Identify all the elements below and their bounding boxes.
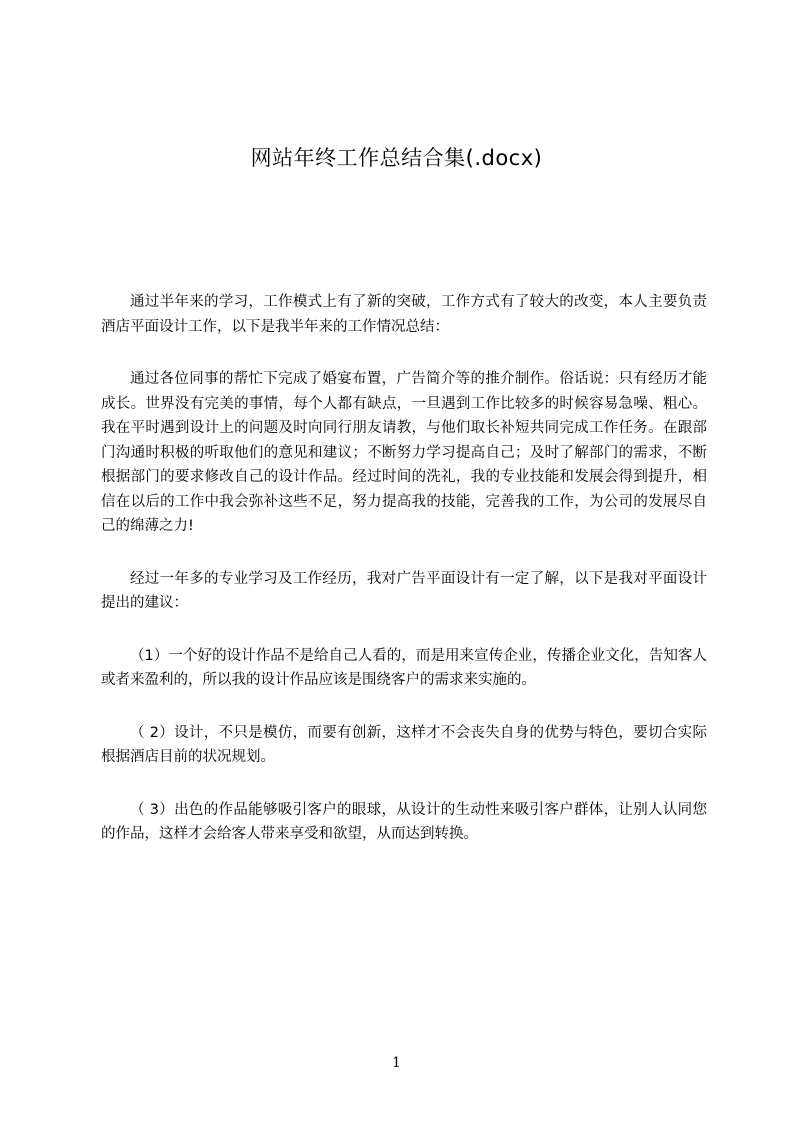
document-body [101,290,707,875]
suggestion-item-2: （ 2）设计，不只是模仿，而要有创新，这样才不会丧失自身的优势与特色，要切合实际根据酒店目前的状况规划。 [101,724,707,765]
paragraph-work-summary: 通过各位同事的帮忙下完成了婚宴布置，广告简介等的推介制作。俗话说：只有经历才能成长。世界没有完美的事情，每个人都有缺点，一旦遇到工作比较多的时候容易急噪、粗心。我在平时遇到设计上的问题及时向同行朋友请教，与他们取长补短共同完成工作任务。在跟部门沟通时积极的听取他们的意见和建议；不断努力学习提高自己；及时了解部门的需求，不断根据部门的要求修改自己的设计作品。经过时间的洗礼，我的专业技能和发展会得到提升，相信在以后的工作中我会弥补这些不足，努力提高我的技能，完善我的工作，为公司的发展尽自己的绵薄之力! [101,371,707,534]
suggestion-item-1: （1）一个好的设计作品不是给自己人看的，而是用来宣传企业，传播企业文化，告知客人或者来盈利的，所以我的设计作品应该是围绕客户的需求来实施的。 [101,647,707,688]
suggestion-item-3: （ 3）出色的作品能够吸引客户的眼球，从设计的生动性来吸引客户群体，让别人认同您的作品，这样才会给客人带来享受和欲望，从而达到转换。 [101,801,707,842]
page-number: 1 [392,1055,401,1071]
paragraph-intro: 通过半年来的学习，工作模式上有了新的突破，工作方式有了较大的改变，本人主要负责酒店平面设计工作，以下是我半年来的工作情况总结： [101,294,707,335]
paragraph-suggestions-intro: 经过一年多的专业学习及工作经历，我对广告平面设计有一定了解，以下是我对平面设计提出的建议： [101,570,707,611]
document-title: 网站年终工作总结合集(.docx) [250,146,543,170]
